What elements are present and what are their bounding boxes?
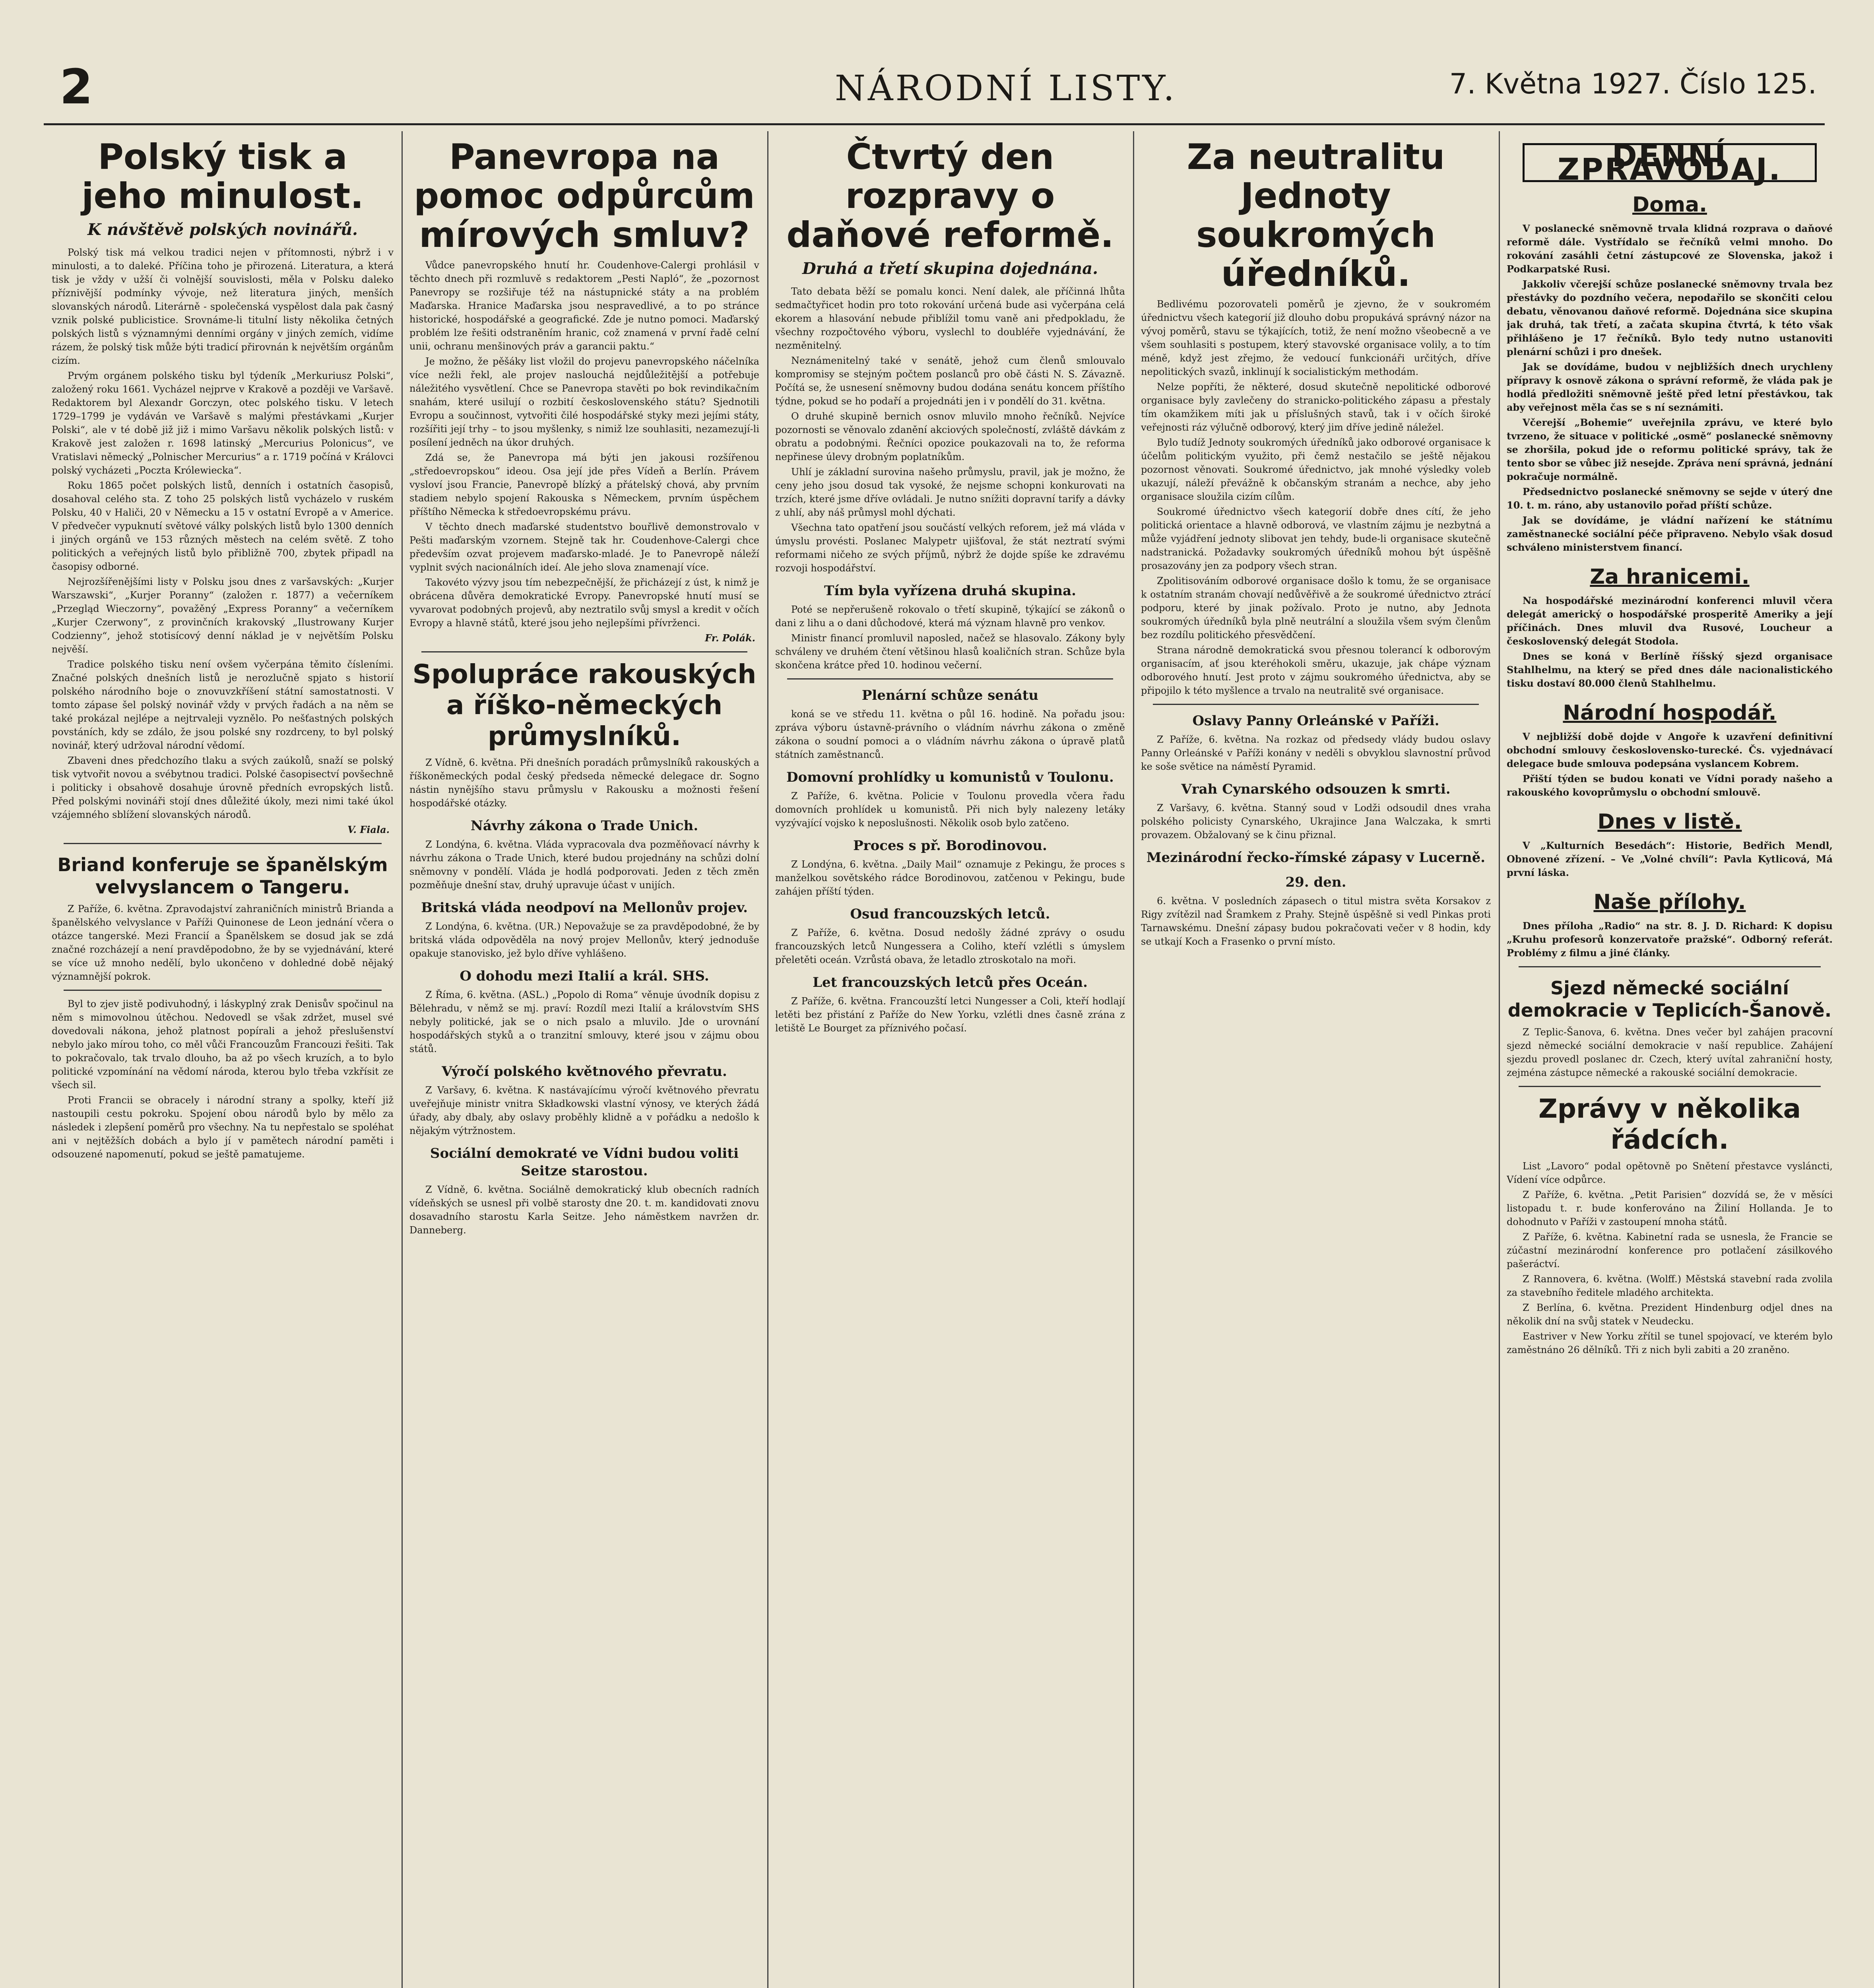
paragraph: Z Říma, 6. května. (ASL.) „Popolo di Roma“ věnuje úvodník dopisu z Bělehradu, v němž se mj. praví: Rozdíl mezi Italií a královstvím SHS nebyly politické, jak se o nich psalo a mluvilo. Jde o urovnání hospodářských styků a o tranzitní smlouvy, které jsou v zájmu obou států. xyxy=(409,989,759,1054)
author-signature: V. Fiala. xyxy=(347,824,390,835)
brief-item: Eastriver v New Yorku zřítil se tunel spojovací, ve kterém bylo zaměstnáno 26 dělníků. Tři z nich byli zabiti a 20 zraněno. xyxy=(1507,1331,1833,1355)
news-item: Přiští týden se budou konati ve Vídni porady našeho a rakouského kovoprůmyslu o obchodní smlouvě. xyxy=(1507,773,1833,798)
section-heading-za-hranicemi: Za hranicemi. xyxy=(1590,565,1750,589)
divider xyxy=(1519,1086,1821,1087)
article-title-borodinova: Proces s př. Borodinovou. xyxy=(853,838,1047,854)
column-2 xyxy=(409,131,759,1988)
news-item: V poslanecké sněmovně trvala klidná rozprava o daňové reformě dále. Vystřídalo se řečníků velmi mnoho. Do rokování zasáhli četní zástupcové ze Slovenska, jakož i Podkarpatské Rusi. xyxy=(1507,223,1833,275)
section-heading-doma: Doma. xyxy=(1632,193,1707,217)
column-divider xyxy=(767,131,768,1988)
paragraph: Takovéto výzvy jsou tím nebezpečnější, že přicházejí z úst, k nimž je obrácena důvěra demokratické Evropy. Panevropské hnutí musí se vyvarovat podobných projevů, aby neztratilo svůj smysl a kredit v očích Evropy a hlavně států, které jsou jeho nejlepšími přívrženci. xyxy=(409,577,759,629)
divider xyxy=(1519,966,1821,967)
brief-item: List „Lavoro“ podal opětovně po Snětení přestavce vysláncti, Vídení více odpůrce. xyxy=(1507,1161,1833,1185)
paragraph: Soukromé úřednictvo všech kategorií dobře dnes cítí, že jeho politická orientace a hlavně odborová, ve vlastním zájmu je nezbytná a může vyjádření jednoty slibovat jen tehdy, bude-li organisace skutečně nadstranická. Požadavky soukromých úředníků mohou být úspěšně prosazovány jen za podpory všech stran. xyxy=(1141,506,1491,571)
article-title-sjezd: Sjezd německé sociální demokracie v Teplicích-Šanově. xyxy=(1507,977,1832,1021)
paragraph: Z Vídně, 6. května. Sociálně demokratický klub obecních radních vídeňských se usnesl při volbě starosty dne 20. t. m. kandidovati znovu dosavadního starostu Karla Seitze. Jeho náměstkem navržen dr. Danneberg. xyxy=(409,1184,759,1236)
paragraph: Tato debata běží se pomalu konci. Není dalek, ale příčinná lhůta sedmačtyřicet hodin pro toto rokování určená bude asi vyčerpána celá ekorem a hlasování nebude přiblížil tomu vaně ani předpokladu, že všechny rozpočtového výboru, vyslechl to doubléře vyjednávání, že nezměnitelný. xyxy=(775,286,1125,351)
paragraph: Z Paříže, 6. května. Policie v Toulonu provedla včera řadu domovních prohlídek u komunistů. Při nich byly nalezeny letáky vyzývající vojsko k neposlušnosti. Několik osob bylo zatčeno. xyxy=(775,790,1125,829)
paragraph: Z Londýna, 6. května. Vláda vypracovala dva pozměňovací návrhy k návrhu zákona o Trade Unich, které budou projednány na schůzi dolní sněmovny v pondělí. Vláda je hodlá podporovati. Jeden z těch změn pozměňuje dnešní stav, druhý upravuje účast v unijích. xyxy=(409,839,759,891)
paragraph: 6. května. V posledních zápasech o titul mistra světa Korsakov z Rigy zvítězil nad Šramkem z Prahy. Stejně úspěšně si vedl Pinkas proti Tarnawskému. Dnešní zápasy budou pokračovati večer v 8 hodin, kdy se utkají Koch a Frasenko o první místo. xyxy=(1141,895,1491,947)
paragraph: Poté se nepřerušeně rokovalo o třetí skupině, týkající se zákonů o dani z lihu a o dani důchodové, která má význam hlavně pro venkov. xyxy=(775,604,1125,629)
paragraph: Bedlivému pozorovateli poměrů je zjevno, že v soukromém úřednictvu všech kategorií již dlouho dobu propukává správný názor na vývoj poměrů, stavu se týkajících, totiž, že není možno všeobecně a ve všem souhlasiti s postupem, který stavovské organisace volily, a to tím méně, když jest zřejmo, že vedoucí funkcionáři určitých, dříve nepolitických svazů, inklinují k socialistickým methodám. xyxy=(1141,299,1491,377)
column-4 xyxy=(1141,131,1491,1988)
article-title-osud-letcu: Osud francouzských letců. xyxy=(850,906,1050,922)
paragraph: Neznámenitelný také v senátě, jehož cum členů smlouvalo kompromisy se stejným počtem poslanců pro obě části N. S. Závazně. Počítá se, že usnesení sněmovny budou dodána senátu koncem příštího týdne, pokud se ho podaří a projednáti jen i v pondělí do 31. května. xyxy=(775,355,1125,407)
article-title-plenarni-schuze: Plenární schůze senátu xyxy=(861,687,1039,703)
paragraph: Strana národně demokratická svou přesnou tolerancí k odborovým organisacím, ať jsou kteréhokoli směru, ukazuje, jak chápe význam odborového hnutí. Jest proto v zájmu soukromého úřednictva, aby se připojilo k této myšlence a trvalo na neutralitě své organisace. xyxy=(1141,645,1491,696)
column-3 xyxy=(775,131,1125,1988)
article-title-orleanska: Oslavy Panny Orleánské v Paříži. xyxy=(1192,713,1439,729)
section-heading-narodni-hospodar: Národní hospodář. xyxy=(1563,701,1777,725)
paragraph: Ministr financí promluvil naposled, načež se hlasovalo. Zákony byly schváleny ve druhém čtení většinou hlasů koaličních stran. Schůze byla skončena krátce před 10. hodinou večerní. xyxy=(775,633,1125,671)
divider xyxy=(64,843,382,844)
news-item: Jakkoliv včerejší schůze poslanecké sněmovny trvala bez přestávky do pozdního večera, nepodařilo se skončiti celou debatu, věnovanou daňové reformě. Dojednána sice skupina jak druhá, tak třetí, a začata skupina čtvrtá, k této však přihlášeno je 17 řečníků. Bylo tedy nutno ustanoviti plenární schůzi i pro dnešek. xyxy=(1507,278,1833,357)
paragraph: Z Paříže, 6. května. Na rozkaz od předsedy vlády budou oslavy Panny Orleánské v Paříži konány v neděli s obvyklou slavnostní průvod ke soše světice na náměstí Pyramid. xyxy=(1141,734,1491,772)
paragraph: Polský tisk má velkou tradici nejen v přítomnosti, nýbrž i v minulosti, a to daleké. Příčina toho je přirozená. Literatura, a která tisk je vždy v užší či volnější souvislosti, měla v Polsku daleko příznivější podmínky vývoje, než literatura jiných, menších slovanských národů. Literárně - společenská vyspělost dala pak časný vznik polské publicistice. Srovnáme-li titulní listy několika četných polských listů s významnými denními orgány v jiných zemích, vidíme rázem, že polský tisk může býti tradicí přirovnán k největším orgánům cizím. xyxy=(52,247,394,366)
brief-item: Z Paříže, 6. května. „Petit Parisien“ dozvídá se, že v měsíci listopadu t. r. bude konferováno na Žiliní Hollanda. Je to dohodnuto v Paříži v zastoupení mnoha států. xyxy=(1507,1189,1833,1227)
paragraph: Z Varšavy, 6. května. K nastávajícímu výročí květnového převratu uveřejňuje ministr vnitra Składkowski vlastní výnosy, ve kterých žádá úřady, aby dbaly, aby oslavy proběhly klidně a v pořádku a nedošlo k nějakým výtržnostem. xyxy=(409,1085,759,1136)
paragraph: Prvým orgánem polského tisku byl týdeník „Merkuriusz Polski“, založený roku 1661. Vycházel nejprve v Krakově a později ve Varšavě. Redaktorem byl Alexandr Gorczyn, otec polského tisku. V letech 1729–1799 je vydáván ve Varšavě s malými přestávkami „Kurjer Polski“, ale v té době již již i mimo Varšavu několik polských listů: v Krakově jest založen r. 1698 latinský „Mercurius Polonicus“, ve Vratislavi německý „Polnischer Mercurius“ a r. 1719 počíná v Královci polský vycházeti „Poczta Królewiecka“. xyxy=(52,370,394,476)
paragraph: koná se ve středu 11. května o půl 16. hodině. Na pořadu jsou: zpráva výboru ústavně-právního o vládním návrhu zákona o změně zákona o soudní pomoci a o vládním návrhu zákona o úpravě platů státních zaměstnanců. xyxy=(775,709,1125,760)
paragraph: Zpolitisováním odborové organisace došlo k tomu, že se organisace k ostatním stranám chovají nedůvěřivě a že soukromé úřednictvo ztrácí podporu, které by jinak požívalo. Proto je nutno, aby Jednota soukromých úředníků byla plně neutrální a sloužila všem svým členům bez rozdílu politického přesvědčení. xyxy=(1141,575,1491,641)
masthead xyxy=(44,60,1825,125)
paragraph: Z Londýna, 6. května. „Daily Mail“ oznamuje z Pekingu, že proces s manželkou sovětského rádce Borodinovou, zatčenou v Pekingu, bude zahájen příští týden. xyxy=(775,859,1125,897)
article-title-vyroci-prevratu: Výročí polského květnového převratu. xyxy=(442,1064,727,1079)
column-1 xyxy=(52,131,394,1988)
paragraph: Uhlí je základní surovina našeho průmyslu, pravil, jak je možno, že ceny jeho jsou dosud tak vysoké, že nejsme schopni konkurovati na trzích, které jsme dříve ovládali. Je nutno snížiti dopravní tarify a dávky z uhlí, aby náš průmysl mohl dýchati. xyxy=(775,466,1125,518)
paragraph: Z Vídně, 6. května. Při dnešních poradách průmyslníků rakouských a říškoněmeckých podal český předseda německé delegace dr. Sogno nástin nynějšího stavu průmyslu v Rakousku a možnosti řešení hospodářské otázky. xyxy=(409,757,759,809)
page-number: 2 xyxy=(60,60,93,115)
article-title-toulon: Domovní prohlídky u komunistů v Toulonu. xyxy=(786,769,1114,785)
paragraph: Nejrozšířenějšími listy v Polsku jsou dnes z varšavských: „Kurjer Warszawski“, „Kurjer Poranny“ (založen r. 1877) a večerníkem „Przegląd Wieczorny“, považěný „Express Poranny“ a večerníkem „Kurjer Czerwony“, z provinčních krakovský „Ilustrowany Kurjer Codzienny“, jehož stotisícový denní náklad je v největším Polsku nejvěší. xyxy=(52,576,394,655)
article-dateline: 29. den. xyxy=(1285,874,1346,890)
article-title-seitz: Sociální demokraté ve Vídni budou voliti Seitze starostou. xyxy=(430,1145,739,1179)
article-title-trade-unie: Návrhy zákona o Trade Unich. xyxy=(470,818,698,834)
article-title-vrah: Vrah Cynarského odsouzen k smrti. xyxy=(1181,781,1451,797)
section-header-box: DENNÍ ZPRAVODAJ. xyxy=(1523,143,1817,182)
feuilleton-paragraph: Proti Francii se obracely i národní strany a spolky, kteří již nastoupili cestu pokroku. Spojení obou národů bylo by mělo za následek i zlepšení poměrů pro všechny. Na tu nepřestalo se spoléhat ani v nejtěžších dobách a bylo jí v pamětech národní paměti i odsouzené napomenutí, pokud se ještě pamatujeme. xyxy=(52,1095,394,1160)
paragraph: Zbaveni dnes předchozího tlaku a svých zaúkolů, snaží se polský tisk vytvořit novou a svébytnou tradici. Polské časopisectví povšechně i politicky i obsahově dosahuje úrovně předních evropských listů. Před polskými novináři stojí dnes důležité úkoly, mezi nimi také úkol vzájemného sblížení slovanských národů. xyxy=(52,755,394,820)
article-title-dohoda-shs: O dohodu mezi Italií a král. SHS. xyxy=(460,968,709,984)
divider xyxy=(64,990,382,991)
divider xyxy=(1153,704,1479,705)
paragraph: Z Varšavy, 6. května. Stanný soud v Lodži odsoudil dnes vraha polského policisty Cynarského, Ukrajince Jana Walczaka, k smrti provazem. Obžalovaný se k činu přiznal. xyxy=(1141,802,1491,841)
section-heading-nase-prilohy: Naše přílohy. xyxy=(1593,890,1746,914)
news-item: V nejbližší době dojde v Angoře k uzavření definitivní obchodní smlouvy československo-turecké. Čs. vyjednávací delegace bude smlouva podepsána vyslancem Kobrem. xyxy=(1507,731,1833,769)
article-title-spoluprace: Spolupráce rakouských a říško-německých průmyslníků. xyxy=(412,659,757,751)
brief-item: Z Paříže, 6. května. Kabinetní rada se usnesla, že Francie se zúčastní mezinárodní konference pro potlačení zásilkového pašeráctví. xyxy=(1507,1231,1833,1270)
news-item: Předsednictvo poslanecké sněmovny se sejde v úterý dne 10. t. m. ráno, aby ustanovilo pořad příští schůze. xyxy=(1507,486,1833,511)
column-5-denni-zpravodaj xyxy=(1507,131,1833,1988)
paragraph: Je možno, že pěšáky list vložil do projevu panevropského náčelníka více nežli řekl, ale projev naslouchá nejdůležitější a potřebuje náležitého vysvětlení. Chce se Panevropa stavěti po bok revindikačním snahám, které usilují o rozbití československého státu? Sjednotili Evropu a součinnost, vytvořiti čilé hospodářské styky mezi jejími státy, rozšířiti její trhy – to jsou myšlenky, s nimiž lze souhlasiti, nezamezují-li posílení jedněch na úkor druhých. xyxy=(409,356,759,448)
paragraph: Všechna tato opatření jsou součástí velkých reforem, jež má vláda v úmyslu provésti. Poslanec Malypetr ujišťoval, že stát neztratí svými reformami ničeho ze svých příjmů, nýbrž že dojde spíše ke zdravému rozvoji hospodářství. xyxy=(775,522,1125,574)
paragraph: Z Londýna, 6. května. (UR.) Nepovažuje se za pravděpodobné, že by britská vláda odpověděla na nový projev Mellonův, který jednoduše opakuje stanovisko, jež bylo dříve vyhlášeno. xyxy=(409,921,759,959)
news-item: Jak se dovídáme, je vládní nařízení ke státnímu zaměstnanecké sociální péče připraveno. Nebylo však dosud schváleno ministerstvem financí. xyxy=(1507,514,1833,553)
news-item: Dnes příloha „Radio“ na str. 8. J. D. Richard: K dopisu „Kruhu profesorů konzervatoře pražské“. Odborný referát. Problémy z filmu a jiné články. xyxy=(1507,920,1833,959)
article-title-panevropa: Panevropa na pomoc odpůrcům mírových smluv? xyxy=(414,136,755,255)
paragraph: Zdá se, že Panevropa má býti jen jakousi rozšířenou „středoevropskou“ ideou. Osa její jde přes Vídeň a Berlín. Právem vysloví jsou Francie, Panevropě blízký a přátelský chová, aby prvním stadiem nebylo spojení Rakouska s Německem, prvním úspěchem příštího Německa k středoevropskému právu. xyxy=(409,452,759,517)
brief-item: Z Berlína, 6. května. Prezident Hindenburg odjel dnes na několik dní na svůj statek v Neudecku. xyxy=(1507,1302,1833,1327)
article-subtitle: Druhá a třetí skupina dojednána. xyxy=(802,259,1098,278)
news-item: Včerejší „Bohemie“ uveřejnila zprávu, ve které bylo tvrzeno, že situace v politické „osmě“ poslanecké sněmovny se zhoršila, pokud jde o reformu politické správy, tak že tento sbor se vůbec již nesejde. Zpráva není správná, jednání pokračuje normálně. xyxy=(1507,417,1833,482)
paragraph: Tradice polského tisku není ovšem vyčerpána těmito čísleními. Značné polských dnešních listů je nerozlučně spjato s historií polského národního boje o znovuvzkříšení státní samostatnosti. V tomto zápase šel polský novinář vždy v prvých řadách a na něm se také prokázal nejlépe a nejtrvaleji vyznělo. Po nešťastných polských povstáních, kdy se zdálo, že jsou polské sny rozdrceny, to byl polský novinář, který udržoval národní vědomí. xyxy=(52,659,394,751)
news-item: V „Kulturních Besedách“: Historie, Bedřich Mendl, Obnovené zřízení. – Ve „Volné chvíli“: Pavla Kytlicová, Má první láska. xyxy=(1507,840,1833,878)
feuilleton-paragraph: Byl to zjev jistě podivuhodný, i láskyplný zrak Denisův spočinul na něm s mimovolnou útěchou. Nedovedl se však zdržet, musel své dovedovali nákona, jehož platnost popírali a jehož přeslušenství nebylo jako mírou toho, co měl vůči Francouzům Francouzi řešiti. Tak to pokračovalo, tak trvalo dlouho, ba až po všech kruzích, a to bylo politické vzpomínání na vědomí národa, kterou bylo třeba vzkřísit ze všech sil. xyxy=(52,998,394,1091)
article-title-polsky-tisk: Polský tisk a jeho minulost. xyxy=(81,136,364,216)
paragraph: Nelze popříti, že některé, dosud skutečně nepolitické odborové organisace byly zavlečeny do stranicko-politického zápasu a přestaly tím okamžikem míti jak u příslušných stavů, tak i v očích široké veřejnosti ráz výlučně odborový, který jim dříve jedině náležel. xyxy=(1141,381,1491,433)
news-item: Dnes se koná v Berlíně říšský sjezd organisace Stahlhelmu, na který se před dnes dále nacionalistického tisku dostaví 80.000 členů Stahlhelmu. xyxy=(1507,650,1833,689)
column-divider xyxy=(402,131,403,1988)
news-item: Na hospodářské mezinárodní konferenci mluvil včera delegát americký o hospodářské prosperitě Ameriky a její příčinách. Dnes mluvil dva Rusové, Loucheur a československý delegát Stodola. xyxy=(1507,595,1833,647)
issue-date: 7. Května 1927. Číslo 125. xyxy=(1449,68,1817,100)
section-heading-dnes-v-liste: Dnes v listě. xyxy=(1597,810,1742,834)
news-item: Jak se dovídáme, budou v nejbližších dnech urychleny přípravy k osnově zákona o správní reformě, že vláda pak je hodlá předložiti sněmovně ještě před letní přestávkou, tak aby veřejnost měla čas se s ní seznámiti. xyxy=(1507,361,1833,413)
article-title-zapasy: Mezinárodní řecko-římské zápasy v Lucerně. xyxy=(1146,850,1486,866)
article-title-ctvrty-den: Čtvrtý den rozpravy o daňové reformě. xyxy=(786,136,1114,255)
article-title-let-pres-ocean: Let francouzských letců přes Oceán. xyxy=(813,975,1088,990)
paragraph: V těchto dnech maďarské studentstvo bouřlivě demonstrovalo v Pešti maďarským vzornem. Stejně tak hr. Coudenhove-Calergi chce především ozvat projevem maďarsko-mladé. Je to Panevropě náleží vyplnit svých nacionálních ideí. Ale jeho slova znamenají více. xyxy=(409,521,759,573)
article-title-britska-vlada: Britská vláda neodpoví na Mellonův projev. xyxy=(421,900,748,916)
article-title-neutralita: Za neutralitu Jednoty soukromých úředníků. xyxy=(1187,136,1445,294)
article-title-zpravy: Zprávy v několika řádcích. xyxy=(1538,1093,1801,1155)
paragraph: Bylo tudíž Jednoty soukromých úředníků jako odborové organisace k účelům politickým využito, při čemž nestačilo se ještě nějakou pozornost věnovati. Soukromé úřednictvo, jak mnohé výsledky voleb ukazují, náleží převážně k občanským stranám a nechce, aby jeho organisace sloužila cizím cílům. xyxy=(1141,437,1491,502)
paragraph: Z Teplic-Šanova, 6. května. Dnes večer byl zahájen pracovní sjezd německé sociální demokracie v naší republice. Zahájení sjezdu provedl poslanec dr. Czech, který uvítal zahraniční hosty, zejména zástupce německé a rakouské sociální demokracie. xyxy=(1507,1027,1833,1078)
paragraph: Roku 1865 počet polských listů, denních i ostatních časopisů, dosahoval celého sta. Z toho 25 polských listů vycházelo v ruském Polsku, 40 v Haliči, 20 v Německu a 15 v ostatní Evropě a v Americe. V předvečer vypuknutí světové války polských listů bylo 1300 denních i jiných orgánů ve 153 různých městech na celém světě. Z toho politických a veřejných listů bylo přibližně 700, zbytek připadl na časopisy odborné. xyxy=(52,480,394,572)
article-title-briand: Briand konferuje se španělským velvyslancem o Tangeru. xyxy=(57,854,388,898)
column-divider xyxy=(1133,131,1134,1988)
paragraph: Z Paříže, 6. května. Francouzští letci Nungesser a Coli, kteří hodlají letěti bez přistání z Paříže do New Yorku, vzlétli dnes časně zrána z letiště Le Bourget za příznivého počasí. xyxy=(775,996,1125,1034)
paper-title: NÁRODNÍ LISTY. xyxy=(835,68,1177,109)
paragraph: O druhé skupině bernich osnov mluvilo mnoho řečníků. Nejvíce pozornosti se věnovalo zdanění akciových společností, zvláště dávkám z obratu a podobnými. Řečníci opozice poukazovali na to, že reforma nepřinese úlevy drobným poplatníkům. xyxy=(775,411,1125,462)
author-signature: Fr. Polák. xyxy=(705,632,755,644)
divider xyxy=(421,651,747,652)
paragraph: Z Paříže, 6. května. Dosud nedošly žádné zprávy o osudu francouzských letců Nungessera a Coliho, kteří vzlétli s úmyslem přeletěti oceán. Vzrůstá obava, že letadlo ztroskotalo na moři. xyxy=(775,927,1125,965)
brief-item: Z Rannovera, 6. května. (Wolff.) Městská stavební rada zvolila za stavebního ředitele mladého architekta. xyxy=(1507,1274,1833,1298)
vote-result-heading: Tím byla vyřízena druhá skupina. xyxy=(824,583,1076,599)
paragraph: Vůdce panevropského hnutí hr. Coudenhove-Calergi prohlásil v těchto dnech při rozmluvě s redaktorem „Pesti Napló“, že „pozornost Panevropy se rozšiřuje též na nástupnické státy a na problém Maďarska. Hranice Maďarska jsou nespravedlivé, a to po stránce historické, hospodářské a geografické. Zde je nutno pomoci. Maďarský problém lze řešiti odstraněním hranic, což znamená v první řadě celní unii, ochranu menšinových práv a garancii paktu.“ xyxy=(409,260,759,352)
paragraph: Z Paříže, 6. května. Zpravodajství zahraničních ministrů Brianda a španělského velvyslance v Paříži Quinonese de Leon jednání včera o otázce tangerské. Mezi Francií a Španělskem se dosud jak se zdá značné rozcházejí a není pravděpodobno, že by se vyjednávání, které se více už mnoho nedělí, bylo ukončeno v dohledné době nějaký významnější pokrok. xyxy=(52,903,394,982)
article-subtitle: K návštěvě polských novinářů. xyxy=(87,220,358,239)
column-divider xyxy=(1499,131,1500,1988)
divider xyxy=(787,678,1113,679)
